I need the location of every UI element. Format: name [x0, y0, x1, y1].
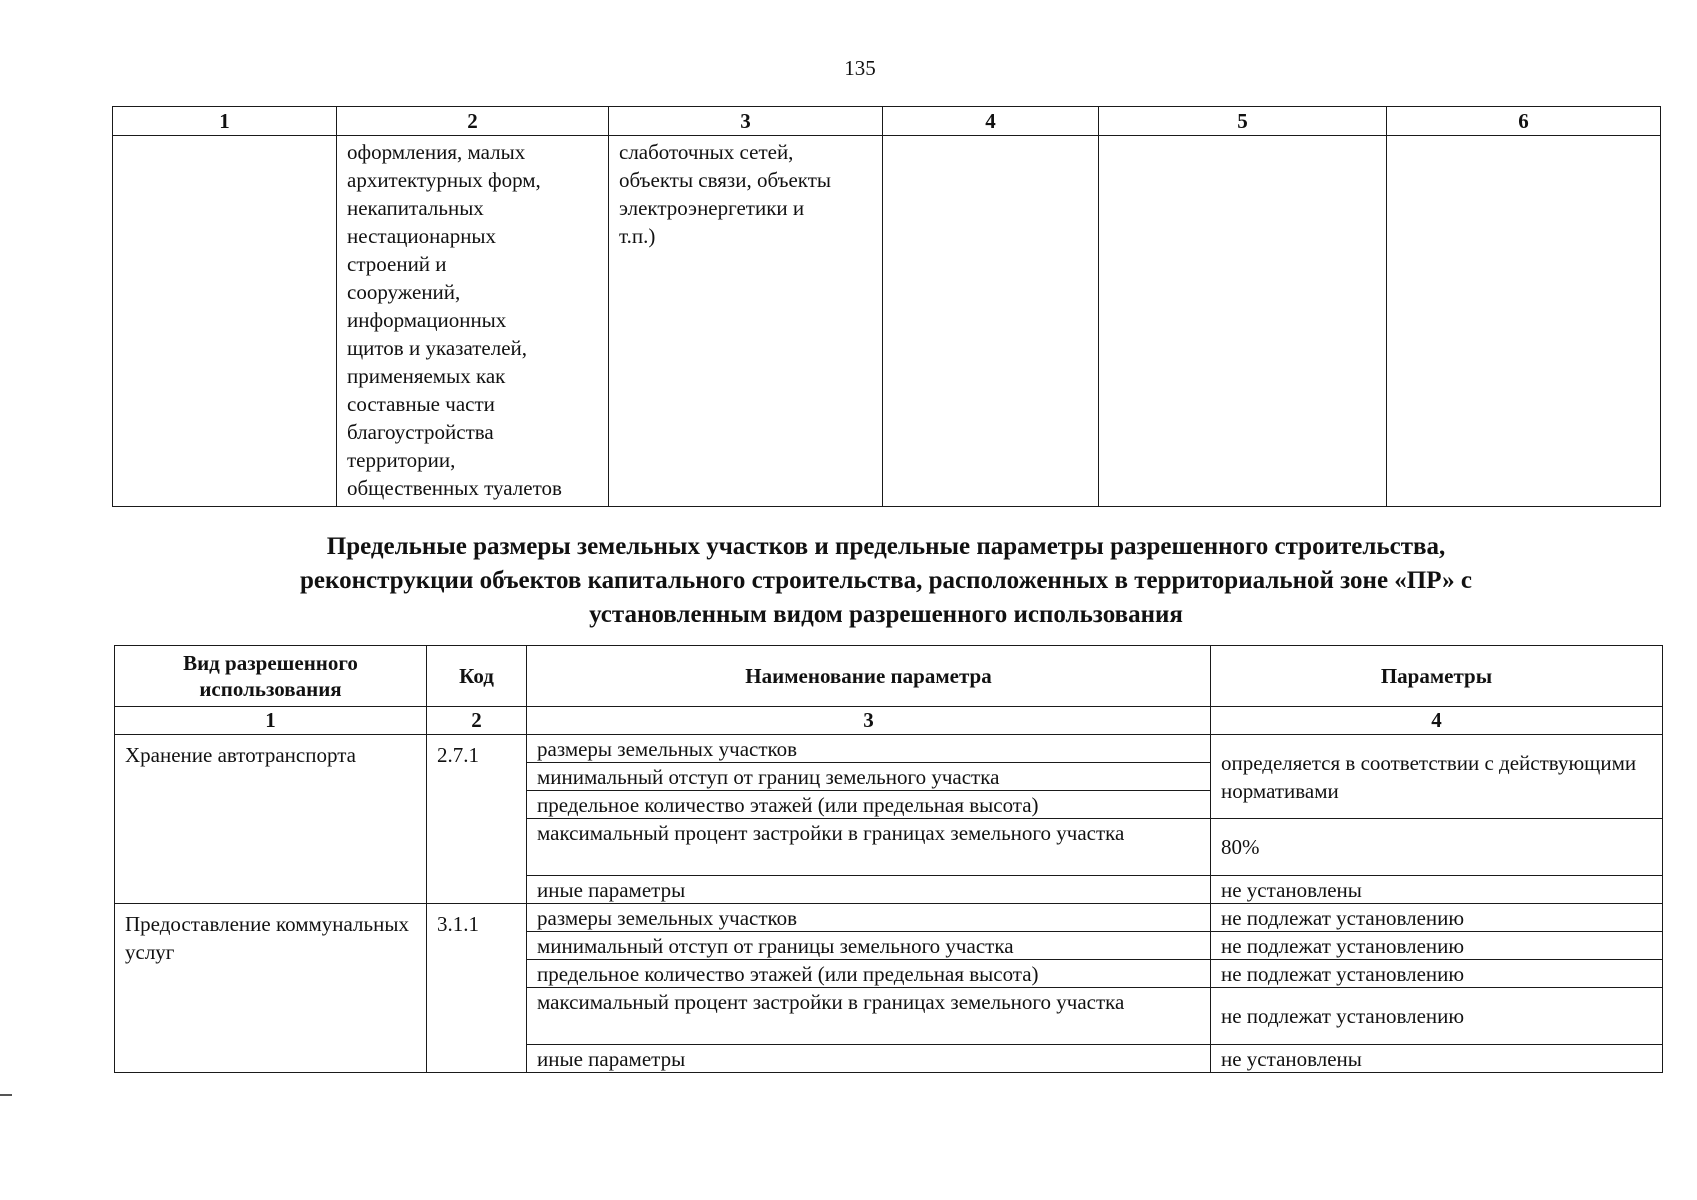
text-line: применяемых как [347, 364, 506, 388]
table-row [115, 904, 1663, 1073]
text-line: некапитальных [347, 196, 484, 220]
column-number: 4 [883, 107, 1099, 136]
param-name: иные параметры [537, 878, 686, 902]
text-line: слаботочных сетей, [619, 140, 794, 164]
use-cell: Предоставление коммунальных услуг [115, 904, 427, 1073]
empty-cell [1387, 136, 1661, 507]
param-name: предельное количество этажей (или предельная высота) [527, 960, 1210, 988]
empty-cell [883, 136, 1099, 507]
text-line: объекты связи, объекты [619, 168, 832, 192]
param-name: минимальный отступ от границы земельного участка [527, 932, 1210, 960]
header-use [115, 646, 427, 707]
table-row [113, 136, 1661, 507]
code-cell: 3.1.1 [427, 904, 527, 1073]
header-code: Код [427, 646, 527, 707]
header-params: Параметры [1211, 646, 1663, 707]
param-name: предельное количество этажей (или предельная высота) [527, 791, 1210, 819]
param-name: максимальный процент застройки в границах земельного участка [527, 988, 1210, 1045]
text-line: территории, [347, 448, 456, 472]
text-line: оформления, малых [347, 140, 526, 164]
param-value: не подлежат установлению [1211, 960, 1662, 988]
column-number: 2 [427, 707, 527, 735]
param-name: размеры земельных участков [527, 904, 1210, 932]
continuation-text-col3 [609, 136, 883, 507]
page-number: 135 [844, 56, 876, 80]
param-name: размеры земельных участков [527, 735, 1210, 763]
column-number-row [113, 107, 1661, 136]
text-line: электроэнергетики и [619, 196, 805, 220]
param-value: не установлены [1221, 877, 1362, 902]
column-number: 6 [1387, 107, 1661, 136]
text-line: щитов и указателей, [347, 336, 528, 360]
param-name: иные параметры [537, 1047, 686, 1071]
text-line: нестационарных [347, 224, 497, 248]
header-use-line: Вид разрешенного [183, 651, 358, 675]
column-number: 5 [1099, 107, 1387, 136]
column-number: 1 [113, 107, 337, 136]
continuation-table [112, 106, 1661, 507]
heading-line: реконструкции объектов капитального строительства, расположенных в территориальной зоне «ПР» с [300, 567, 1472, 594]
text-line: благоустройства [347, 420, 494, 444]
use-cell: Хранение автотранспорта [115, 735, 427, 904]
param-value: не подлежат установлению [1211, 988, 1662, 1045]
text-line: архитектурных форм, [347, 168, 541, 192]
heading-line: Предельные размеры земельных участков и предельные параметры разрешенного строительства, [326, 533, 1446, 560]
heading-line: установленным видом разрешенного использования [589, 601, 1183, 628]
header-param-name: Наименование параметра [527, 646, 1211, 707]
param-value: не подлежат установлению [1211, 932, 1662, 960]
param-value: не подлежат установлению [1211, 904, 1662, 932]
text-line: общественных туалетов [347, 476, 562, 500]
column-number: 2 [337, 107, 609, 136]
param-value: определяется в соответствии с действующими нормативами [1211, 735, 1662, 819]
column-number: 3 [527, 707, 1211, 735]
empty-cell [1099, 136, 1387, 507]
text-line: т.п.) [619, 224, 656, 248]
code-cell: 2.7.1 [427, 735, 527, 904]
column-number: 3 [609, 107, 883, 136]
param-value-cell [1211, 904, 1663, 1073]
margin-mark [0, 1094, 12, 1096]
param-name-cell [527, 735, 1211, 904]
table-row [115, 735, 1663, 904]
text-line: составные части [347, 392, 495, 416]
table-header-row [115, 646, 1663, 707]
param-value: 80% [1211, 819, 1662, 876]
column-number: 1 [115, 707, 427, 735]
empty-cell [113, 136, 337, 507]
text-line: сооружений, [347, 280, 461, 304]
param-value-cell [1211, 735, 1663, 904]
text-line: строений и [347, 252, 447, 276]
param-value: не установлены [1221, 1046, 1362, 1071]
column-number-row [115, 707, 1663, 735]
param-name: минимальный отступ от границ земельного участка [527, 763, 1210, 791]
header-use-line: использования [199, 677, 342, 701]
column-number: 4 [1211, 707, 1663, 735]
param-name: максимальный процент застройки в границах земельного участка [527, 819, 1210, 876]
parameters-table [114, 645, 1663, 1073]
text-line: информационных [347, 308, 507, 332]
section-heading [112, 530, 1660, 632]
param-name-cell [527, 904, 1211, 1073]
continuation-text-col2 [337, 136, 609, 507]
